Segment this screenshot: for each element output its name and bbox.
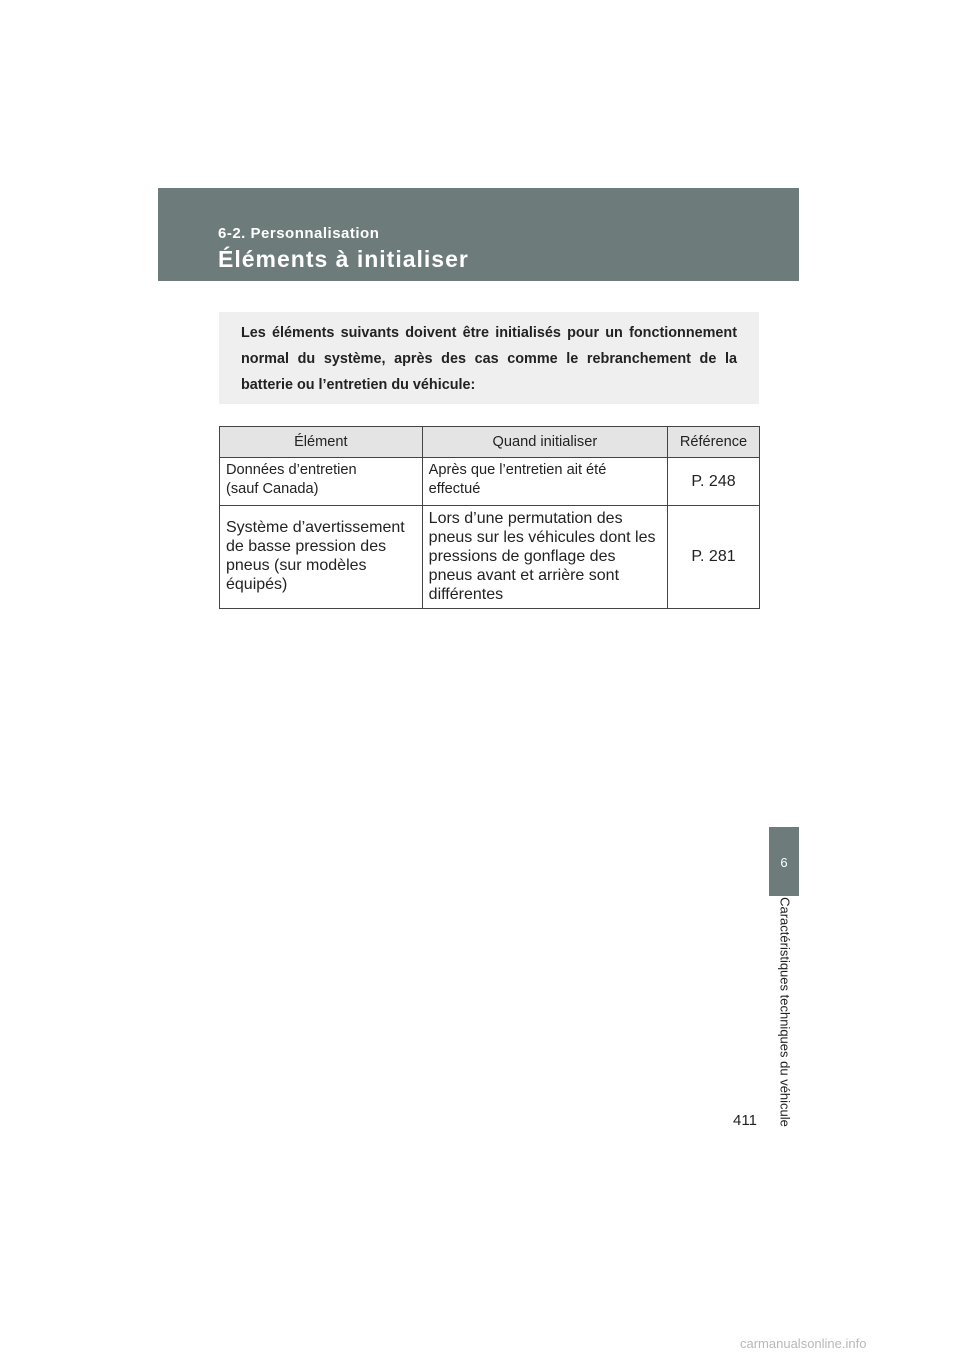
page-title: Éléments à initialiser <box>218 246 469 272</box>
column-header-reference: Référence <box>668 427 760 458</box>
table-header-row <box>220 427 760 458</box>
watermark-text: carmanualsonline.info <box>740 1336 867 1351</box>
chapter-number: 6 <box>780 855 788 870</box>
section-header-band <box>158 188 799 281</box>
cell-item: Système d’avertissement de basse pression des pneus (sur modèles équipés) <box>220 506 423 609</box>
cell-reference: P. 281 <box>668 506 760 609</box>
table-row <box>220 458 760 506</box>
cell-reference: P. 248 <box>668 458 760 506</box>
intro-text: Les éléments suivants doivent être initialisés pour un fonctionnement normal du système, après des cas comme le rebranchement de la batterie ou l’entretien du véhicule: <box>241 325 737 393</box>
cell-item: Données d’entretien (sauf Canada) <box>220 458 423 506</box>
chapter-tab <box>769 827 799 896</box>
table-row <box>220 506 760 609</box>
cell-when: Après que l’entretien ait été effectué <box>422 458 667 506</box>
page-number: 411 <box>733 1112 757 1129</box>
intro-box <box>219 312 759 404</box>
column-header-when: Quand initialiser <box>422 427 667 458</box>
chapter-title: Caractéristiques techniques du véhicule <box>777 897 793 1127</box>
column-header-item: Élément <box>220 427 423 458</box>
cell-when: Lors d’une permutation des pneus sur les véhicules dont les pressions de gonflage des pneus avant et arrière sont différentes <box>422 506 667 609</box>
initialization-table <box>219 426 760 609</box>
section-label: 6-2. Personnalisation <box>218 225 380 242</box>
